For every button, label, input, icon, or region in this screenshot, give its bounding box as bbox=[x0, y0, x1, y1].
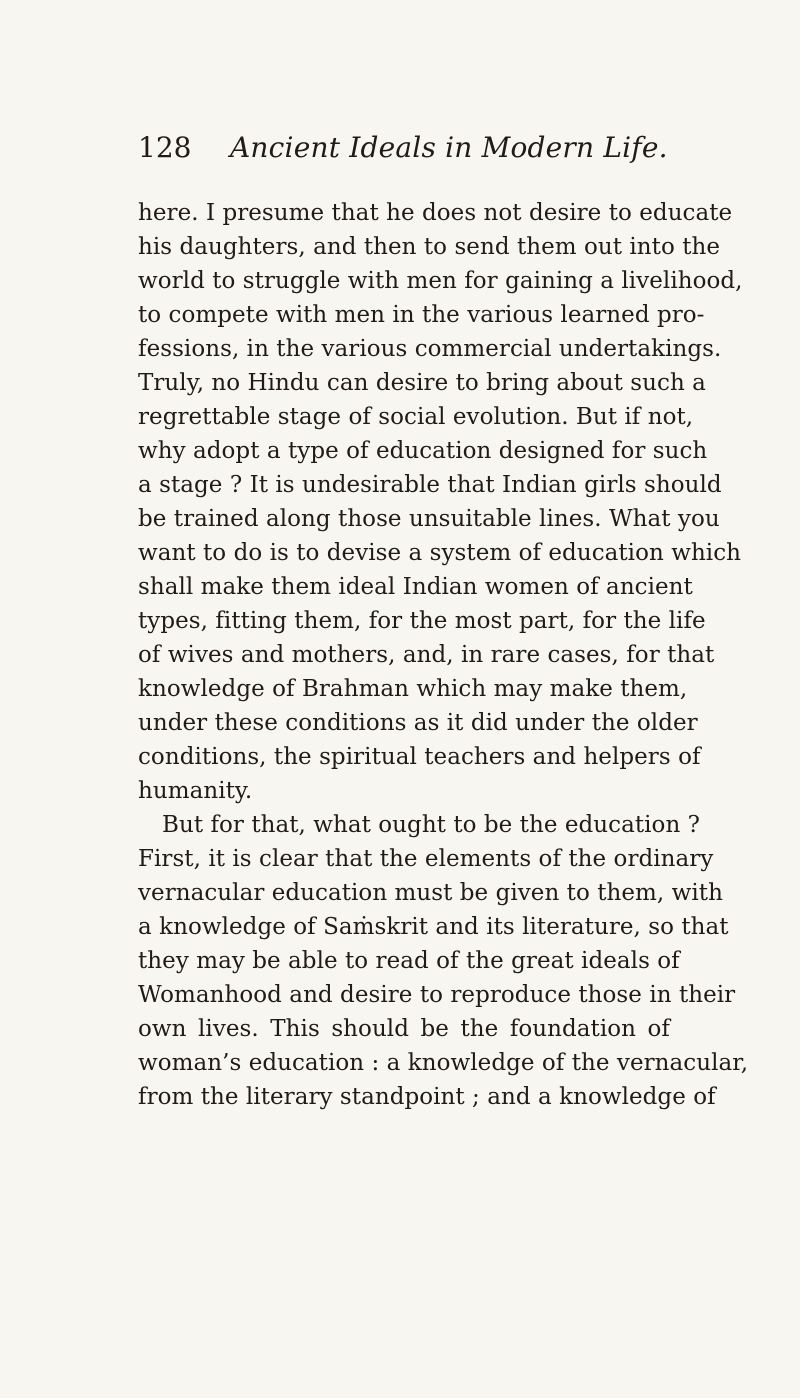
text-line: be trained along those unsuitable lines. What you bbox=[138, 506, 720, 532]
text-line: here. I presume that he does not desire to educate bbox=[138, 200, 733, 226]
paragraph-last-line: humanity. bbox=[138, 778, 253, 804]
text-line: why adopt a type of education designed for such bbox=[138, 438, 708, 464]
text-line: types, fitting them, for the most part, for the life bbox=[138, 608, 706, 634]
text-line: his daughters, and then to send them out into the bbox=[138, 234, 721, 260]
text-line: knowledge of Brahman which may make them, bbox=[138, 676, 688, 702]
running-header bbox=[138, 128, 670, 168]
text-line: to compete with men in the various learned pro- bbox=[138, 302, 705, 328]
text-line: First, it is clear that the elements of the ordinary bbox=[138, 846, 714, 872]
text-line: own lives. This should be the foundation of bbox=[138, 1016, 670, 1042]
text-line: fessions, in the various commercial undertakings. bbox=[138, 336, 722, 362]
running-title: Ancient Ideals in Modern Life. bbox=[230, 131, 668, 164]
text-line: under these conditions as it did under the older bbox=[138, 710, 698, 736]
page-number: 128 bbox=[138, 131, 192, 164]
text-line: they may be able to read of the great ideals of bbox=[138, 948, 680, 974]
text-line: woman’s education : a knowledge of the vernacular, bbox=[138, 1050, 749, 1076]
text-line: world to struggle with men for gaining a livelihood, bbox=[138, 268, 743, 294]
text-line: of wives and mothers, and, in rare cases, for that bbox=[138, 642, 715, 668]
text-line: want to do is to devise a system of education which bbox=[138, 540, 742, 566]
text-line: Womanhood and desire to reproduce those in their bbox=[138, 982, 736, 1008]
text-line: shall make them ideal Indian women of ancient bbox=[138, 574, 693, 600]
paragraph-first-line: But for that, what ought to be the education ? bbox=[162, 812, 701, 838]
text-line: regrettable stage of social evolution. But if not, bbox=[138, 404, 694, 430]
text-line: from the literary standpoint ; and a knowledge of bbox=[138, 1084, 716, 1110]
text-line: a stage ? It is undesirable that Indian girls should bbox=[138, 472, 722, 498]
text-line: conditions, the spiritual teachers and helpers of bbox=[138, 744, 701, 770]
text-line: vernacular education must be given to them, with bbox=[138, 880, 723, 906]
text-line: Truly, no Hindu can desire to bring about such a bbox=[138, 370, 706, 396]
text-line: a knowledge of Saṁskrit and its literature, so that bbox=[138, 914, 729, 940]
body-text bbox=[138, 196, 749, 1114]
